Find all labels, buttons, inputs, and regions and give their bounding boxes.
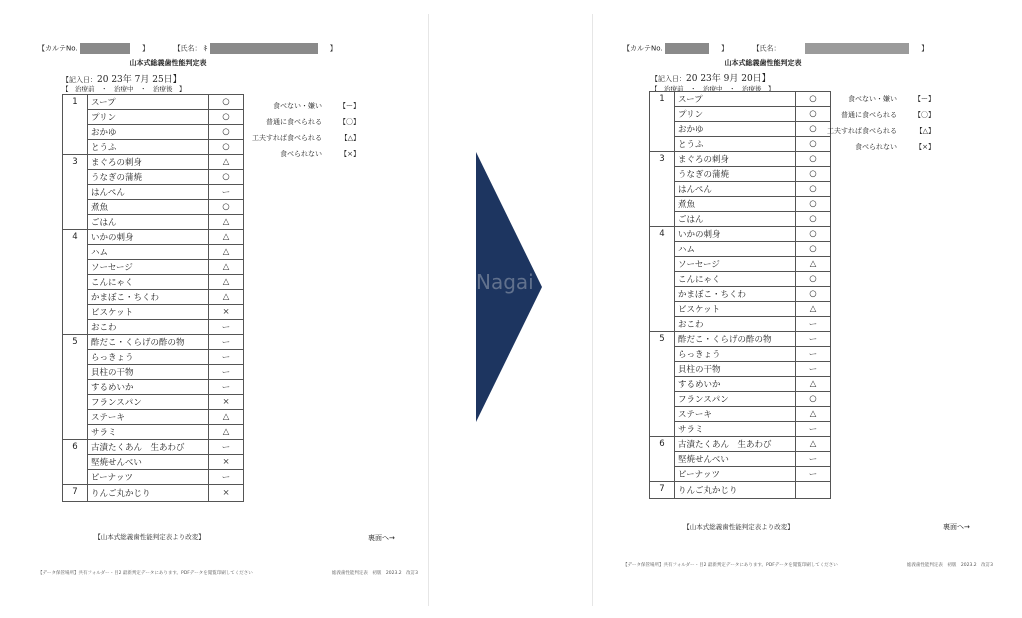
rating-mark: ○ [796, 197, 831, 212]
table-row [63, 425, 244, 440]
table-row [63, 320, 244, 335]
rating-mark: ー [796, 422, 831, 437]
footer: 【データ保管場所】共有フォルダー・目2 最新判定データにあります。PDFデータを閲覧印刷してください 総義歯性能判定表 初版 2023.2 改訂3 [623, 563, 993, 568]
table-row [650, 452, 831, 467]
bracket: 】 [329, 44, 337, 53]
rating-mark: ー [209, 365, 244, 380]
table-row [650, 167, 831, 182]
table-row [650, 152, 831, 167]
food-item: プリン [675, 107, 796, 122]
food-item: おこわ [88, 320, 209, 335]
rating-mark: △ [209, 215, 244, 230]
rating-mark: ○ [796, 242, 831, 257]
watermark: Nagai [476, 270, 534, 294]
legend-label: 食べない・嫌い [848, 95, 897, 103]
rating-mark: △ [796, 302, 831, 317]
table-row [63, 155, 244, 170]
legend-symbol: 【〇】 [914, 111, 935, 119]
table-row [650, 422, 831, 437]
food-item: ソーセージ [675, 257, 796, 272]
food-table [649, 91, 831, 499]
legend-row [805, 123, 935, 139]
legend-label: 食べられない [280, 150, 322, 158]
table-row [650, 197, 831, 212]
food-item: するめいか [88, 380, 209, 395]
food-item: ハム [675, 242, 796, 257]
food-item: いかの刺身 [88, 230, 209, 245]
food-item: とうふ [675, 137, 796, 152]
food-item: ビスケット [675, 302, 796, 317]
food-item: ピーナッツ [88, 470, 209, 485]
rating-mark: ー [796, 467, 831, 482]
source-note: 【山本式総義歯性能判定表より改変】 [94, 533, 205, 541]
form-title: 山本式総義歯性能判定表 [724, 59, 802, 67]
rating-mark: ○ [796, 212, 831, 227]
food-item: スープ [88, 95, 209, 110]
rating-mark: ー [209, 350, 244, 365]
legend-symbol: 【ー】 [914, 95, 935, 103]
karte-number-redacted [665, 43, 709, 54]
group-number: 5 [63, 335, 88, 440]
table-row [63, 185, 244, 200]
table-row [63, 245, 244, 260]
rating-mark: × [209, 485, 244, 502]
rating-mark: ○ [796, 287, 831, 302]
food-item: 貝柱の干物 [675, 362, 796, 377]
after-sheet [592, 14, 1013, 606]
table-row [63, 350, 244, 365]
group-number: 1 [63, 95, 88, 155]
rating-mark: ○ [209, 140, 244, 155]
rating-mark: ー [796, 347, 831, 362]
legend [805, 91, 935, 155]
treatment-phase: 【 治療前 ・ 治療中 ・ 治療後 】 [62, 85, 186, 93]
rating-mark: ー [209, 335, 244, 350]
food-item: ステーキ [88, 410, 209, 425]
food-item: 古漬たくあん 生あわび [675, 437, 796, 452]
treatment-phase: 【 治療前 ・ 治療中 ・ 治療後 】 [651, 85, 775, 93]
bracket: 】 [721, 44, 729, 53]
rating-mark: ー [796, 452, 831, 467]
rating-mark: × [209, 455, 244, 470]
table-row [63, 455, 244, 470]
table-row [63, 200, 244, 215]
rating-mark: ○ [796, 152, 831, 167]
food-item: 酢だこ・くらげの酢の物 [675, 332, 796, 347]
rating-mark: ー [209, 320, 244, 335]
table-row [650, 122, 831, 137]
table-row [650, 332, 831, 347]
name-redacted [210, 43, 318, 54]
name-redacted [805, 43, 909, 54]
food-item: かまぼこ・ちくわ [675, 287, 796, 302]
table-row [650, 242, 831, 257]
table-row [63, 335, 244, 350]
legend-row [805, 91, 935, 107]
food-item: いかの刺身 [675, 227, 796, 242]
legend-symbol: 【ー】 [339, 102, 360, 110]
group-number: 1 [650, 92, 675, 152]
food-item: らっきょう [88, 350, 209, 365]
rating-mark: ○ [209, 95, 244, 110]
food-item: りんご丸かじり [675, 482, 796, 499]
group-number: 6 [63, 440, 88, 485]
back-side-link: 裏面へ→ [943, 523, 970, 531]
rating-mark: ー [796, 317, 831, 332]
name-label: 【氏名： [173, 44, 202, 53]
rating-mark: ○ [796, 272, 831, 287]
food-item: ごはん [675, 212, 796, 227]
food-item: とうふ [88, 140, 209, 155]
legend-row [248, 146, 360, 162]
food-item: サラミ [675, 422, 796, 437]
karte-label: 【カルテNo. [623, 44, 663, 53]
table-row [63, 380, 244, 395]
rating-mark: △ [796, 257, 831, 272]
legend-symbol: 【△】 [340, 134, 360, 142]
sheet-header [623, 43, 928, 54]
table-row [63, 260, 244, 275]
food-item: ハム [88, 245, 209, 260]
legend-symbol: 【〇】 [339, 118, 360, 126]
rating-mark: ー [209, 380, 244, 395]
name-handwritten: ｷ [203, 44, 208, 53]
rating-mark: △ [209, 425, 244, 440]
legend-symbol: 【×】 [915, 143, 935, 151]
table-row [63, 470, 244, 485]
rating-mark: ー [796, 362, 831, 377]
food-item: フランスパン [675, 392, 796, 407]
legend-row [248, 98, 360, 114]
food-item: ステーキ [675, 407, 796, 422]
form-title: 山本式総義歯性能判定表 [129, 59, 207, 67]
food-item: かまぼこ・ちくわ [88, 290, 209, 305]
table-row [650, 287, 831, 302]
table-row [63, 215, 244, 230]
rating-mark: △ [209, 275, 244, 290]
rating-mark: △ [209, 290, 244, 305]
table-row [650, 377, 831, 392]
date-field: 【記入日：20 23年 9月 20日】 [651, 74, 771, 84]
food-item: りんご丸かじり [88, 485, 209, 502]
group-number: 6 [650, 437, 675, 482]
date-field: 【記入日：20 23年 7月 25日】 [62, 75, 182, 85]
rating-mark: ○ [209, 170, 244, 185]
legend-row [805, 107, 935, 123]
legend-row [248, 130, 360, 146]
footer: 【データ保管場所】共有フォルダー・目2 最新判定データにあります。PDFデータを閲覧印刷してください 総義歯性能判定表 初版 2023.2 改訂3 [38, 571, 418, 576]
legend-label: 食べない・嫌い [273, 102, 322, 110]
table-row [63, 440, 244, 455]
food-item: するめいか [675, 377, 796, 392]
food-item: 貝柱の干物 [88, 365, 209, 380]
food-item: ビスケット [88, 305, 209, 320]
group-number: 3 [650, 152, 675, 227]
rating-mark: ○ [796, 137, 831, 152]
rating-mark: ○ [796, 122, 831, 137]
source-note: 【山本式総義歯性能判定表より改変】 [683, 523, 794, 531]
food-item: らっきょう [675, 347, 796, 362]
rating-mark: ○ [796, 392, 831, 407]
food-item: はんぺん [88, 185, 209, 200]
group-number: 5 [650, 332, 675, 437]
table-row [650, 392, 831, 407]
rating-mark [796, 482, 831, 499]
food-item: おかゆ [88, 125, 209, 140]
food-item: 煮魚 [675, 197, 796, 212]
table-row [650, 227, 831, 242]
rating-mark: ○ [796, 227, 831, 242]
food-item: こんにゃく [88, 275, 209, 290]
table-row [650, 257, 831, 272]
food-item: プリン [88, 110, 209, 125]
rating-mark: ○ [796, 107, 831, 122]
table-row [650, 212, 831, 227]
food-item: スープ [675, 92, 796, 107]
rating-mark: △ [209, 155, 244, 170]
table-row [650, 107, 831, 122]
legend-row [248, 114, 360, 130]
group-number: 4 [63, 230, 88, 335]
legend-label: 工夫すれば食べられる [252, 134, 322, 142]
table-row [63, 230, 244, 245]
rating-mark: ー [209, 440, 244, 455]
legend-symbol: 【△】 [915, 127, 935, 135]
legend-label: 普通に食べられる [266, 118, 322, 126]
food-item: 古漬たくあん 生あわび [88, 440, 209, 455]
bracket: 】 [142, 44, 150, 53]
rating-mark: △ [209, 260, 244, 275]
rating-mark: △ [796, 377, 831, 392]
karte-label: 【カルテNo. [38, 44, 78, 53]
table-row [650, 272, 831, 287]
food-item: ソーセージ [88, 260, 209, 275]
food-item: サラミ [88, 425, 209, 440]
food-item: 堅焼せんべい [675, 452, 796, 467]
food-item: はんぺん [675, 182, 796, 197]
table-row [63, 125, 244, 140]
bracket: 】 [921, 44, 929, 53]
rating-mark: ー [209, 185, 244, 200]
table-row [63, 140, 244, 155]
table-row [63, 395, 244, 410]
table-row [63, 95, 244, 110]
legend-symbol: 【×】 [340, 150, 360, 158]
food-item: おかゆ [675, 122, 796, 137]
food-item: 堅焼せんべい [88, 455, 209, 470]
rating-mark: ○ [209, 125, 244, 140]
rating-mark: ○ [796, 167, 831, 182]
legend-label: 食べられない [855, 143, 897, 151]
rating-mark: ○ [796, 182, 831, 197]
food-item: まぐろの刺身 [88, 155, 209, 170]
legend-label: 工夫すれば食べられる [827, 127, 897, 135]
rating-mark: ○ [209, 200, 244, 215]
rating-mark: △ [796, 407, 831, 422]
karte-number-redacted [80, 43, 130, 54]
rating-mark: × [209, 305, 244, 320]
sheet-header [38, 43, 337, 54]
food-item: こんにゃく [675, 272, 796, 287]
table-row [63, 485, 244, 502]
table-row [650, 92, 831, 107]
food-item: フランスパン [88, 395, 209, 410]
food-item: まぐろの刺身 [675, 152, 796, 167]
back-side-link: 裏面へ→ [368, 534, 395, 542]
rating-mark: ○ [209, 110, 244, 125]
table-row [650, 302, 831, 317]
rating-mark: ー [209, 470, 244, 485]
table-row [650, 362, 831, 377]
legend-label: 普通に食べられる [841, 111, 897, 119]
table-row [650, 467, 831, 482]
table-row [650, 317, 831, 332]
table-row [63, 410, 244, 425]
table-row [650, 407, 831, 422]
rating-mark: △ [796, 437, 831, 452]
food-item: ピーナッツ [675, 467, 796, 482]
table-row [650, 347, 831, 362]
group-number: 7 [650, 482, 675, 499]
legend [248, 98, 360, 162]
table-row [63, 275, 244, 290]
food-item: 煮魚 [88, 200, 209, 215]
group-number: 3 [63, 155, 88, 230]
table-row [63, 365, 244, 380]
food-item: おこわ [675, 317, 796, 332]
food-item: 酢だこ・くらげの酢の物 [88, 335, 209, 350]
table-row [650, 137, 831, 152]
rating-mark: × [209, 395, 244, 410]
before-sheet [8, 14, 429, 606]
food-item: ごはん [88, 215, 209, 230]
rating-mark: △ [209, 410, 244, 425]
table-row [63, 110, 244, 125]
group-number: 7 [63, 485, 88, 502]
table-row [63, 290, 244, 305]
table-row [650, 182, 831, 197]
food-item: うなぎの蒲焼 [675, 167, 796, 182]
table-row [63, 170, 244, 185]
table-row [650, 482, 831, 499]
table-row [63, 305, 244, 320]
rating-mark: △ [209, 230, 244, 245]
name-label: 【氏名： [752, 44, 781, 53]
group-number: 4 [650, 227, 675, 332]
table-row [650, 437, 831, 452]
rating-mark: ー [796, 332, 831, 347]
food-table [62, 94, 244, 502]
rating-mark: ○ [796, 92, 831, 107]
food-item: うなぎの蒲焼 [88, 170, 209, 185]
rating-mark: △ [209, 245, 244, 260]
legend-row [805, 139, 935, 155]
